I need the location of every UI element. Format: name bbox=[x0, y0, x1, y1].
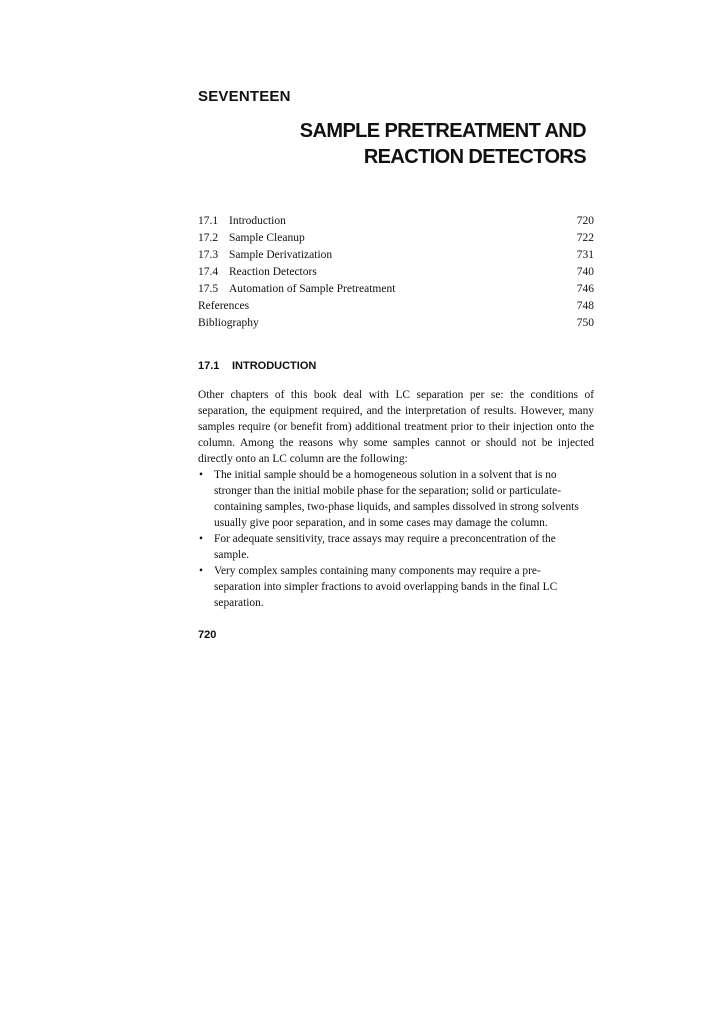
list-item bbox=[198, 467, 594, 531]
toc-entry-page: 722 bbox=[576, 232, 594, 244]
toc-entry-page: 748 bbox=[576, 300, 594, 312]
list-item bbox=[198, 563, 594, 611]
chapter-title-line-2: REACTION DETECTORS bbox=[363, 146, 586, 168]
chapter-label: SEVENTEEN bbox=[198, 88, 291, 105]
table-of-contents bbox=[198, 213, 594, 332]
toc-entry-number: 17.3 bbox=[198, 249, 219, 261]
chapter-title-line-1: SAMPLE PRETREATMENT AND bbox=[299, 120, 586, 142]
page-number: 720 bbox=[198, 629, 217, 641]
list-item-text: For adequate sensitivity, trace assays may require a preconcentration of the sample. bbox=[214, 533, 556, 561]
toc-entry-number: 17.2 bbox=[198, 232, 219, 244]
toc-entry bbox=[198, 247, 594, 264]
toc-entry bbox=[198, 264, 594, 281]
toc-entry-page: 720 bbox=[576, 215, 594, 227]
toc-entry bbox=[198, 281, 594, 298]
toc-entry-title: Introduction bbox=[229, 215, 286, 227]
reasons-list bbox=[198, 467, 594, 611]
list-item-text: Very complex samples containing many components may require a pre-separation into simpler fractions to avoid overlapping bands in the final LC separation. bbox=[214, 565, 558, 609]
list-item-text: The initial sample should be a homogeneous solution in a solvent that is no stronger than the initial mobile phase for the separation; solid or particulate-containing samples, two-phase liquids, and samples dissolved in strong solvents usually give poor separation, and in some cases may damage the column. bbox=[214, 469, 579, 529]
toc-entry bbox=[198, 213, 594, 230]
section-number: 17.1 bbox=[198, 360, 220, 372]
bullet-icon: • bbox=[199, 533, 203, 545]
toc-entry bbox=[198, 230, 594, 247]
book-page bbox=[198, 0, 594, 1024]
toc-entry-title: Bibliography bbox=[198, 317, 259, 329]
toc-entry-title: Reaction Detectors bbox=[229, 266, 317, 278]
toc-entry-title: Automation of Sample Pretreatment bbox=[229, 283, 396, 295]
toc-entry-title: Sample Derivatization bbox=[229, 249, 333, 261]
list-item bbox=[198, 531, 594, 563]
toc-entry-page: 731 bbox=[576, 249, 594, 261]
section-title: INTRODUCTION bbox=[232, 360, 317, 372]
toc-entry bbox=[198, 315, 594, 332]
toc-entry-number: 17.5 bbox=[198, 283, 219, 295]
toc-entry-title: References bbox=[198, 300, 250, 312]
toc-entry-number: 17.4 bbox=[198, 266, 219, 278]
bullet-icon: • bbox=[199, 565, 203, 577]
toc-entry bbox=[198, 298, 594, 315]
section-heading bbox=[198, 360, 316, 372]
toc-entry-page: 750 bbox=[576, 317, 594, 329]
chapter-title bbox=[300, 118, 586, 170]
intro-paragraph: Other chapters of this book deal with LC separation per se: the conditions of separation, the equipment required, and the interpretation of results. However, many samples require (or benefit from) additional treatment prior to their injection onto the column. Among the reasons why some samples cannot or should not be injected directly onto an LC column are the following: bbox=[198, 389, 594, 465]
toc-entry-number: 17.1 bbox=[198, 215, 219, 227]
toc-entry-title: Sample Cleanup bbox=[229, 232, 305, 244]
toc-entry-page: 746 bbox=[576, 283, 594, 295]
bullet-icon: • bbox=[199, 469, 203, 481]
toc-entry-page: 740 bbox=[576, 266, 594, 278]
